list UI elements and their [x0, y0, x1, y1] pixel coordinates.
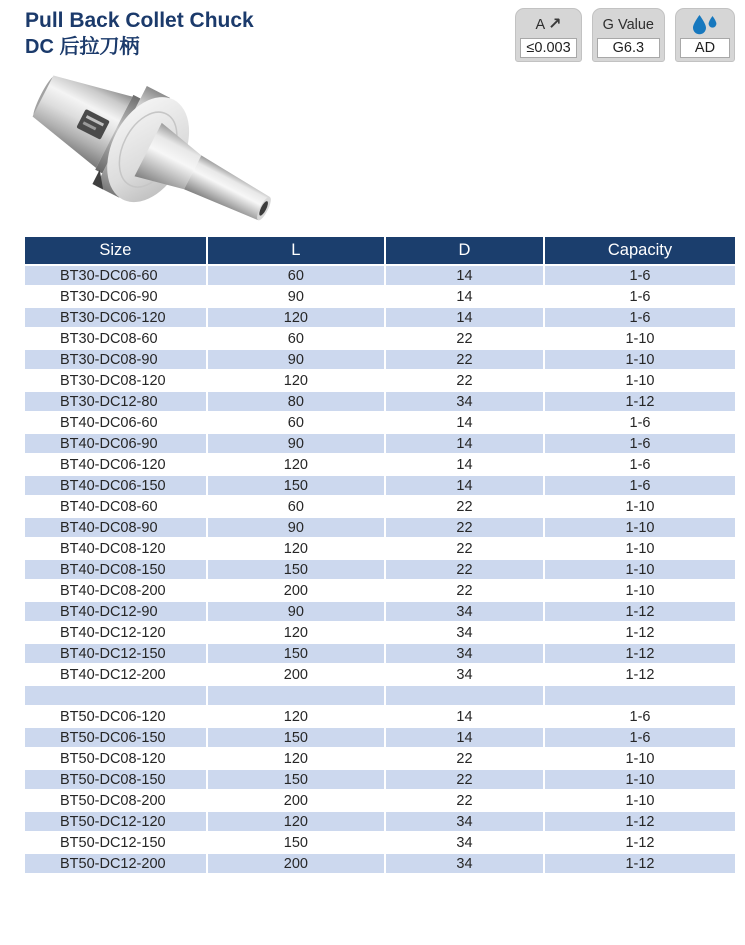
capacity-cell: 1-6 [544, 706, 735, 727]
d-cell: 22 [385, 517, 544, 538]
l-cell [207, 685, 385, 706]
l-cell: 120 [207, 811, 385, 832]
d-cell: 14 [385, 454, 544, 475]
page-title: Pull Back Collet Chuck [25, 9, 254, 32]
title-block [25, 8, 254, 61]
d-cell: 22 [385, 580, 544, 601]
l-cell: 80 [207, 391, 385, 412]
d-cell: 22 [385, 790, 544, 811]
coolant-badge-value: AD [680, 38, 730, 58]
size-cell: BT30-DC08-120 [25, 370, 207, 391]
d-cell: 14 [385, 307, 544, 328]
table-row [25, 748, 735, 769]
table-row [25, 475, 735, 496]
capacity-cell: 1-6 [544, 433, 735, 454]
l-cell: 150 [207, 832, 385, 853]
capacity-cell: 1-10 [544, 580, 735, 601]
capacity-cell: 1-10 [544, 328, 735, 349]
capacity-cell: 1-6 [544, 412, 735, 433]
capacity-cell: 1-10 [544, 790, 735, 811]
size-cell: BT40-DC12-120 [25, 622, 207, 643]
table-row [25, 538, 735, 559]
size-cell: BT40-DC06-150 [25, 475, 207, 496]
d-cell: 22 [385, 769, 544, 790]
d-cell: 34 [385, 811, 544, 832]
coolant-badge-label [680, 13, 730, 36]
size-cell: BT40-DC06-60 [25, 412, 207, 433]
capacity-cell: 1-10 [544, 769, 735, 790]
d-cell: 14 [385, 286, 544, 307]
size-cell: BT50-DC12-150 [25, 832, 207, 853]
spec-table-body [25, 265, 735, 874]
d-cell: 14 [385, 412, 544, 433]
g-value-badge-value: G6.3 [597, 38, 660, 58]
l-cell: 90 [207, 349, 385, 370]
size-cell: BT30-DC12-80 [25, 391, 207, 412]
size-cell: BT40-DC08-60 [25, 496, 207, 517]
capacity-cell: 1-12 [544, 832, 735, 853]
l-cell: 150 [207, 643, 385, 664]
size-cell: BT40-DC06-120 [25, 454, 207, 475]
arrow-up-right-icon: ↗ [548, 15, 562, 33]
size-cell: BT30-DC08-90 [25, 349, 207, 370]
l-cell: 120 [207, 748, 385, 769]
l-cell: 90 [207, 433, 385, 454]
d-cell: 22 [385, 328, 544, 349]
table-row [25, 412, 735, 433]
l-cell: 200 [207, 580, 385, 601]
capacity-cell: 1-12 [544, 601, 735, 622]
size-cell: BT40-DC12-90 [25, 601, 207, 622]
l-cell: 150 [207, 475, 385, 496]
capacity-cell: 1-6 [544, 475, 735, 496]
size-cell: BT40-DC08-200 [25, 580, 207, 601]
table-row [25, 391, 735, 412]
runout-badge-value: ≤0.003 [520, 38, 576, 58]
table-row [25, 790, 735, 811]
size-cell [25, 685, 207, 706]
d-cell: 14 [385, 433, 544, 454]
table-row [25, 559, 735, 580]
size-cell: BT40-DC06-90 [25, 433, 207, 454]
capacity-cell: 1-10 [544, 538, 735, 559]
l-cell: 150 [207, 727, 385, 748]
d-cell: 22 [385, 496, 544, 517]
spec-badges [515, 8, 735, 62]
l-cell: 90 [207, 601, 385, 622]
capacity-cell [544, 685, 735, 706]
coolant-badge [675, 8, 735, 62]
table-row [25, 580, 735, 601]
table-row [25, 349, 735, 370]
d-cell: 34 [385, 664, 544, 685]
capacity-cell: 1-10 [544, 748, 735, 769]
l-cell: 150 [207, 559, 385, 580]
g-value-label-text: G Value [602, 16, 654, 33]
l-cell: 60 [207, 412, 385, 433]
size-cell: BT30-DC06-60 [25, 265, 207, 286]
d-cell: 34 [385, 853, 544, 874]
d-cell: 22 [385, 370, 544, 391]
capacity-cell: 1-12 [544, 664, 735, 685]
table-row [25, 622, 735, 643]
capacity-cell: 1-6 [544, 286, 735, 307]
d-cell: 34 [385, 622, 544, 643]
capacity-cell: 1-10 [544, 496, 735, 517]
l-cell: 120 [207, 706, 385, 727]
d-cell: 14 [385, 727, 544, 748]
l-cell: 200 [207, 853, 385, 874]
table-row [25, 517, 735, 538]
table-row [25, 643, 735, 664]
size-cell: BT40-DC08-150 [25, 559, 207, 580]
table-row [25, 832, 735, 853]
table-row [25, 265, 735, 286]
capacity-cell: 1-12 [544, 391, 735, 412]
table-row [25, 496, 735, 517]
column-header-size: Size [25, 237, 207, 265]
d-cell: 34 [385, 391, 544, 412]
l-cell: 90 [207, 517, 385, 538]
capacity-cell: 1-12 [544, 811, 735, 832]
d-cell: 14 [385, 706, 544, 727]
d-cell: 22 [385, 748, 544, 769]
size-cell: BT40-DC12-150 [25, 643, 207, 664]
l-cell: 120 [207, 622, 385, 643]
size-cell: BT50-DC08-120 [25, 748, 207, 769]
table-row [25, 706, 735, 727]
capacity-cell: 1-6 [544, 265, 735, 286]
d-cell: 22 [385, 559, 544, 580]
size-cell: BT30-DC06-120 [25, 307, 207, 328]
g-value-badge [592, 8, 665, 62]
l-cell: 120 [207, 538, 385, 559]
table-row [25, 328, 735, 349]
runout-badge-label [520, 13, 576, 36]
d-cell: 22 [385, 538, 544, 559]
table-row [25, 853, 735, 874]
table-row [25, 370, 735, 391]
size-cell: BT40-DC12-200 [25, 664, 207, 685]
collet-chuck-photo [15, 64, 287, 232]
d-cell [385, 685, 544, 706]
table-row [25, 433, 735, 454]
l-cell: 200 [207, 664, 385, 685]
d-cell: 34 [385, 643, 544, 664]
size-cell: BT30-DC08-60 [25, 328, 207, 349]
d-cell: 34 [385, 832, 544, 853]
size-cell: BT40-DC08-120 [25, 538, 207, 559]
l-cell: 120 [207, 307, 385, 328]
table-row [25, 769, 735, 790]
size-cell: BT40-DC08-90 [25, 517, 207, 538]
table-row [25, 454, 735, 475]
l-cell: 150 [207, 769, 385, 790]
spec-table [25, 237, 735, 875]
page-subtitle: DC 后拉刀柄 [25, 36, 140, 59]
capacity-cell: 1-12 [544, 622, 735, 643]
size-cell: BT50-DC08-200 [25, 790, 207, 811]
capacity-cell: 1-10 [544, 559, 735, 580]
runout-label-text: A [535, 16, 546, 33]
capacity-cell: 1-10 [544, 349, 735, 370]
column-header-d: D [385, 237, 544, 265]
size-cell: BT50-DC12-200 [25, 853, 207, 874]
capacity-cell: 1-6 [544, 454, 735, 475]
l-cell: 120 [207, 454, 385, 475]
table-row [25, 307, 735, 328]
l-cell: 120 [207, 370, 385, 391]
table-row [25, 685, 735, 706]
capacity-cell: 1-10 [544, 517, 735, 538]
table-row [25, 601, 735, 622]
l-cell: 90 [207, 286, 385, 307]
size-cell: BT50-DC06-150 [25, 727, 207, 748]
d-cell: 14 [385, 475, 544, 496]
l-cell: 60 [207, 496, 385, 517]
table-header-row [25, 237, 735, 265]
l-cell: 200 [207, 790, 385, 811]
size-cell: BT50-DC06-120 [25, 706, 207, 727]
runout-badge [515, 8, 581, 62]
capacity-cell: 1-12 [544, 853, 735, 874]
l-cell: 60 [207, 265, 385, 286]
size-cell: BT50-DC12-120 [25, 811, 207, 832]
spec-table-wrap [25, 237, 735, 875]
d-cell: 22 [385, 349, 544, 370]
coolant-drops-icon [692, 15, 719, 35]
l-cell: 60 [207, 328, 385, 349]
table-row [25, 727, 735, 748]
d-cell: 14 [385, 265, 544, 286]
capacity-cell: 1-10 [544, 370, 735, 391]
size-cell: BT30-DC06-90 [25, 286, 207, 307]
capacity-cell: 1-12 [544, 643, 735, 664]
column-header-l: L [207, 237, 385, 265]
d-cell: 34 [385, 601, 544, 622]
table-row [25, 286, 735, 307]
table-row [25, 811, 735, 832]
size-cell: BT50-DC08-150 [25, 769, 207, 790]
capacity-cell: 1-6 [544, 307, 735, 328]
table-row [25, 664, 735, 685]
g-value-badge-label [597, 13, 660, 36]
column-header-capacity: Capacity [544, 237, 735, 265]
capacity-cell: 1-6 [544, 727, 735, 748]
